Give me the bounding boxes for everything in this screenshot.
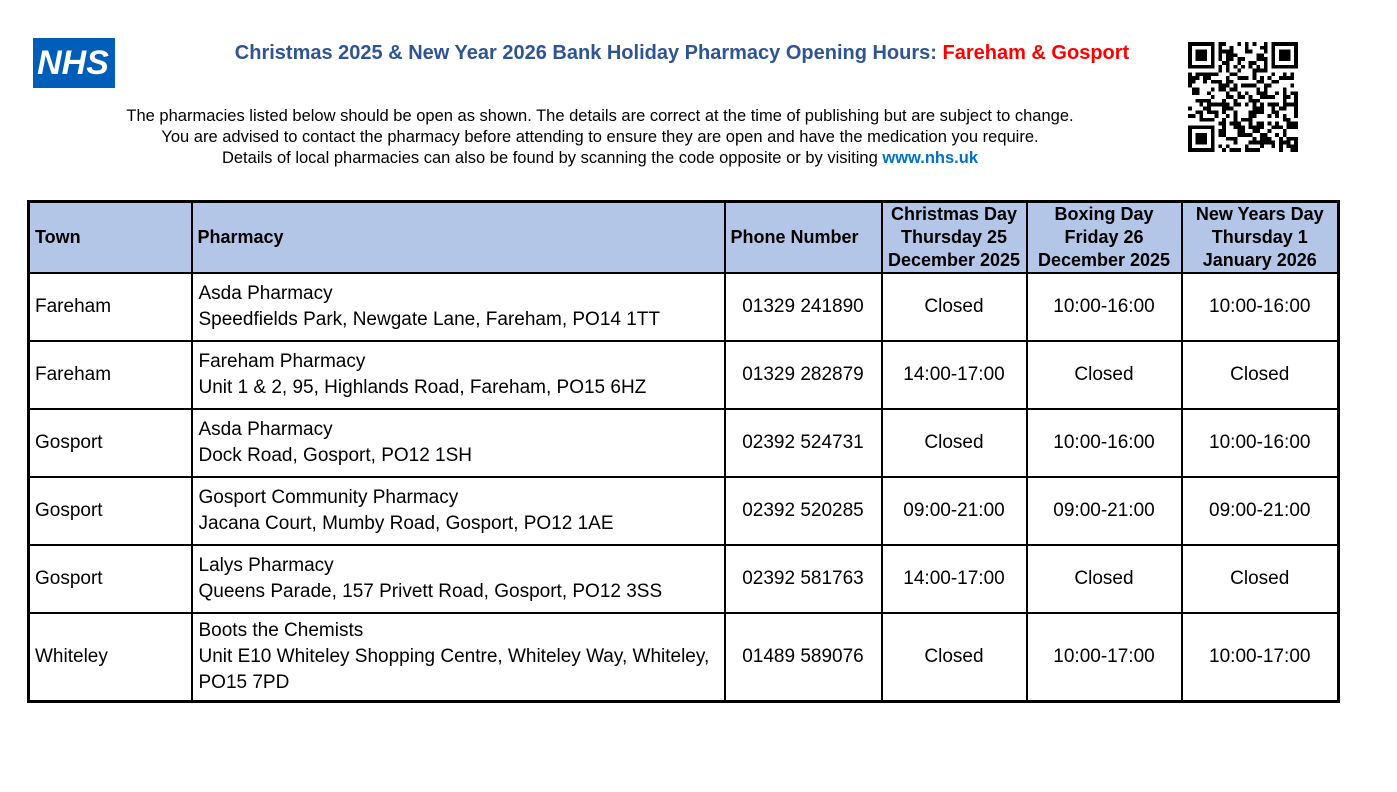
town-cell: Gosport — [29, 409, 192, 477]
column-header-town: Town — [29, 202, 192, 274]
boxing-header-line-3: December 2025 — [1037, 250, 1171, 270]
phone-cell: 01329 282879 — [725, 341, 882, 409]
pharmacy-cell — [192, 273, 725, 341]
column-header-christmas-day — [882, 202, 1027, 274]
pharmacy-name: Asda Pharmacy — [198, 283, 333, 304]
page-title — [0, 42, 1364, 65]
nhs-website-link[interactable]: www.nhs.uk — [882, 149, 979, 167]
boxing-hours-cell: 09:00-21:00 — [1027, 477, 1182, 545]
new-years-hours-cell: 09:00-21:00 — [1182, 477, 1339, 545]
new-years-hours-cell: Closed — [1182, 545, 1339, 613]
table-row — [29, 409, 1339, 477]
pharmacy-address: Jacana Court, Mumby Road, Gosport, PO12 1AE — [198, 513, 614, 534]
qr-code-icon — [1188, 42, 1298, 152]
new-years-hours-cell: 10:00-16:00 — [1182, 409, 1339, 477]
boxing-header-line-2: Friday 26 — [1064, 227, 1144, 247]
new-years-hours-cell: Closed — [1182, 341, 1339, 409]
pharmacy-cell — [192, 477, 725, 545]
town-cell: Whiteley — [29, 613, 192, 702]
new-years-header-line-3: January 2026 — [1202, 250, 1317, 270]
boxing-hours-cell: 10:00-17:00 — [1027, 613, 1182, 702]
christmas-hours-cell: Closed — [882, 409, 1027, 477]
table-body — [29, 273, 1339, 702]
pharmacy-cell — [192, 545, 725, 613]
pharmacy-address: Dock Road, Gosport, PO12 1SH — [198, 445, 473, 466]
phone-cell: 02392 581763 — [725, 545, 882, 613]
phone-cell: 01329 241890 — [725, 273, 882, 341]
intro-line-1: The pharmacies listed below should be open as shown. The details are correct at the time of publishing but are subject to change. — [126, 107, 1074, 125]
pharmacy-hours-table — [27, 200, 1340, 703]
boxing-hours-cell: 10:00-16:00 — [1027, 273, 1182, 341]
new-years-hours-cell: 10:00-17:00 — [1182, 613, 1339, 702]
town-cell: Fareham — [29, 273, 192, 341]
boxing-header-line-1: Boxing Day — [1054, 204, 1154, 224]
phone-cell: 02392 524731 — [725, 409, 882, 477]
pharmacy-name: Fareham Pharmacy — [198, 351, 366, 372]
intro-line-2: You are advised to contact the pharmacy before attending to ensure they are open and have the medication you require. — [161, 128, 1039, 146]
table-row — [29, 613, 1339, 702]
phone-cell: 02392 520285 — [725, 477, 882, 545]
table-row — [29, 273, 1339, 341]
pharmacy-cell — [192, 613, 725, 702]
column-header-pharmacy: Pharmacy — [192, 202, 725, 274]
intro-line-3 — [0, 148, 1200, 169]
town-cell: Gosport — [29, 477, 192, 545]
christmas-hours-cell: Closed — [882, 273, 1027, 341]
christmas-hours-cell: 14:00-17:00 — [882, 545, 1027, 613]
table-row — [29, 341, 1339, 409]
boxing-hours-cell: Closed — [1027, 545, 1182, 613]
boxing-hours-cell: Closed — [1027, 341, 1182, 409]
table-row — [29, 477, 1339, 545]
new-years-header-line-2: Thursday 1 — [1211, 227, 1308, 247]
christmas-hours-cell: Closed — [882, 613, 1027, 702]
column-header-phone: Phone Number — [725, 202, 882, 274]
page-title-area: Fareham & Gosport — [942, 42, 1130, 64]
new-years-hours-cell: 10:00-16:00 — [1182, 273, 1339, 341]
boxing-hours-cell: 10:00-16:00 — [1027, 409, 1182, 477]
pharmacy-name: Asda Pharmacy — [198, 419, 333, 440]
pharmacy-name: Lalys Pharmacy — [198, 555, 334, 576]
new-years-header-line-1: New Years Day — [1195, 204, 1324, 224]
christmas-header-line-3: December 2025 — [887, 250, 1021, 270]
christmas-hours-cell: 09:00-21:00 — [882, 477, 1027, 545]
table-header — [29, 202, 1339, 274]
town-cell: Fareham — [29, 341, 192, 409]
intro-text — [0, 106, 1200, 169]
pharmacy-name: Gosport Community Pharmacy — [198, 487, 459, 508]
column-header-new-years-day — [1182, 202, 1339, 274]
pharmacy-address: Unit E10 Whiteley Shopping Centre, Whiteley Way, Whiteley, PO15 7PD — [198, 646, 710, 693]
phone-cell: 01489 589076 — [725, 613, 882, 702]
nhs-logo-text: NHS — [37, 43, 109, 82]
intro-line-3-prefix: Details of local pharmacies can also be found by scanning the code opposite or by visiting — [221, 149, 883, 167]
pharmacy-address: Queens Parade, 157 Privett Road, Gosport, PO12 3SS — [198, 581, 663, 602]
christmas-header-line-2: Thursday 25 — [900, 227, 1008, 247]
pharmacy-cell — [192, 341, 725, 409]
column-header-boxing-day — [1027, 202, 1182, 274]
pharmacy-cell — [192, 409, 725, 477]
christmas-header-line-1: Christmas Day — [890, 204, 1018, 224]
town-cell: Gosport — [29, 545, 192, 613]
pharmacy-address: Unit 1 & 2, 95, Highlands Road, Fareham, PO15 6HZ — [198, 377, 647, 398]
pharmacy-address: Speedfields Park, Newgate Lane, Fareham, PO14 1TT — [198, 309, 661, 330]
christmas-hours-cell: 14:00-17:00 — [882, 341, 1027, 409]
page-title-main: Christmas 2025 & New Year 2026 Bank Holiday Pharmacy Opening Hours: — [234, 42, 943, 64]
pharmacy-name: Boots the Chemists — [198, 620, 364, 641]
table-row — [29, 545, 1339, 613]
